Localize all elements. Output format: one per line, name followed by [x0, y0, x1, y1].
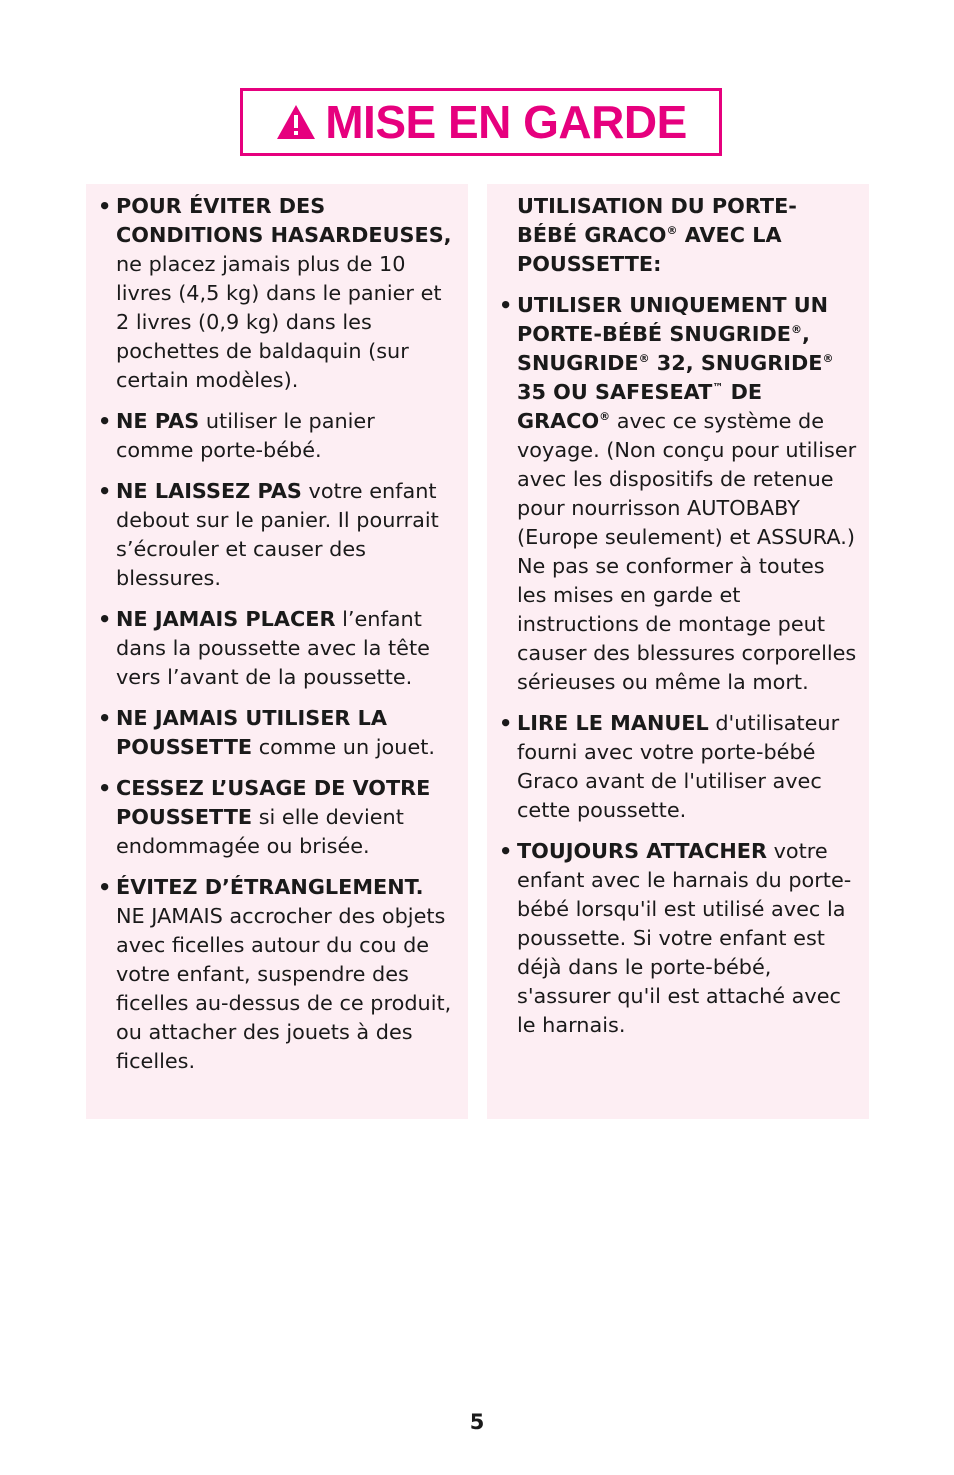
- warning-item-text: l’enfant dans la poussette avec la tête vers l’avant de la poussette.: [116, 607, 430, 689]
- warning-item: [98, 192, 458, 395]
- warning-triangle-icon: [275, 103, 317, 141]
- warning-item: [499, 291, 857, 697]
- bold-part: UTILISER UNIQUEMENT UN PORTE-BÉBÉ SNUGRIDE: [517, 293, 829, 346]
- bullet: •: [98, 194, 112, 218]
- warning-header: [240, 88, 722, 156]
- bullet: •: [98, 479, 112, 503]
- bullet: •: [98, 706, 112, 730]
- warning-item: [98, 605, 458, 692]
- warning-item-text: ne placez jamais plus de 10 livres (4,5 kg) dans le panier et 2 livres (0,9 kg) dans les pochettes de baldaquin (sur certain modèles).: [116, 252, 442, 392]
- section-title-part: UTILISATION DU PORTE-BÉBÉ GRACO: [517, 194, 797, 247]
- warning-item-text: NE JAMAIS accrocher des objets avec ficelles autour du cou de votre enfant, suspendre des ficelles au-dessus de ce produit, ou attacher des jouets à des ficelles.: [116, 904, 452, 1073]
- trademark-mark: ™: [712, 381, 724, 394]
- bullet: •: [499, 711, 513, 735]
- warning-item-bold: CESSEZ L’USAGE DE VOTRE POUSSETTE: [116, 776, 431, 829]
- bold-part: 35 OU SAFESEAT: [517, 380, 713, 404]
- bullet: •: [499, 839, 513, 863]
- warning-item: [499, 709, 857, 825]
- warning-item: [98, 774, 458, 861]
- warning-item-bold: NE JAMAIS PLACER: [116, 607, 336, 631]
- warning-item-text: votre enfant avec le harnais du porte-bébé lorsqu'il est utilisé avec la poussette. Si votre enfant est déjà dans le porte-bébé, s'assurer qu'il est attaché avec le harnais.: [517, 839, 852, 1037]
- registered-mark: ®: [790, 323, 802, 336]
- warning-item-bold: ÉVITEZ D’ÉTRANGLEMENT.: [116, 875, 424, 899]
- registered-mark: ®: [822, 352, 834, 365]
- right-warnings-panel: [487, 184, 869, 1119]
- warning-item-text: d'utilisateur fourni avec votre porte-bébé Graco avant de l'utiliser avec cette poussette.: [517, 711, 840, 822]
- page-number: 5: [469, 1410, 485, 1434]
- registered-mark: ®: [638, 352, 650, 365]
- warning-item-text: votre enfant debout sur le panier. Il pourrait s’écrouler et causer des blessures.: [116, 479, 439, 590]
- bold-part: , SNUGRIDE: [517, 322, 810, 375]
- bold-part: 32, SNUGRIDE: [649, 351, 823, 375]
- bold-part: DE GRACO: [517, 380, 763, 433]
- warning-item-bold: TOUJOURS ATTACHER: [517, 839, 767, 863]
- left-warnings-panel: [86, 184, 468, 1119]
- bullet: •: [98, 607, 112, 631]
- section-title-part: AVEC LA POUSSETTE:: [517, 223, 782, 276]
- warning-item: [98, 704, 458, 762]
- bullet: •: [98, 875, 112, 899]
- registered-mark: ®: [599, 410, 611, 423]
- warning-header-content: [275, 96, 687, 148]
- warning-item-text: utiliser le panier comme porte-bébé.: [116, 409, 375, 462]
- warning-item-bold: POUR ÉVITER DES CONDITIONS HASARDEUSES,: [116, 194, 452, 247]
- warning-title: MISE EN GARDE: [325, 96, 687, 148]
- section-title: [499, 192, 857, 279]
- warning-item: [98, 477, 458, 593]
- bullet: •: [98, 409, 112, 433]
- warning-item: [98, 407, 458, 465]
- bullet: •: [98, 776, 112, 800]
- warning-item-bold: NE JAMAIS UTILISER LA POUSSETTE: [116, 706, 388, 759]
- warning-item-text: avec ce système de voyage. (Non conçu pour utiliser avec les dispositifs de retenue pour nourrisson AUTOBABY (Europe seulement) et ASSURA.) Ne pas se conformer à toutes les mises en garde et instructions de montage peut causer des blessures corporelles sérieuses ou même la mort.: [517, 409, 857, 694]
- warning-item: [98, 873, 458, 1076]
- warning-item-bold: NE PAS: [116, 409, 200, 433]
- warning-item-bold: LIRE LE MANUEL: [517, 711, 709, 735]
- warning-item-text: si elle devient endommagée ou brisée.: [116, 805, 404, 858]
- warning-item-text: comme un jouet.: [252, 735, 436, 759]
- bullet: •: [499, 293, 513, 317]
- warning-item-bold: NE LAISSEZ PAS: [116, 479, 302, 503]
- warning-item: [499, 837, 857, 1040]
- registered-mark: ®: [666, 224, 678, 237]
